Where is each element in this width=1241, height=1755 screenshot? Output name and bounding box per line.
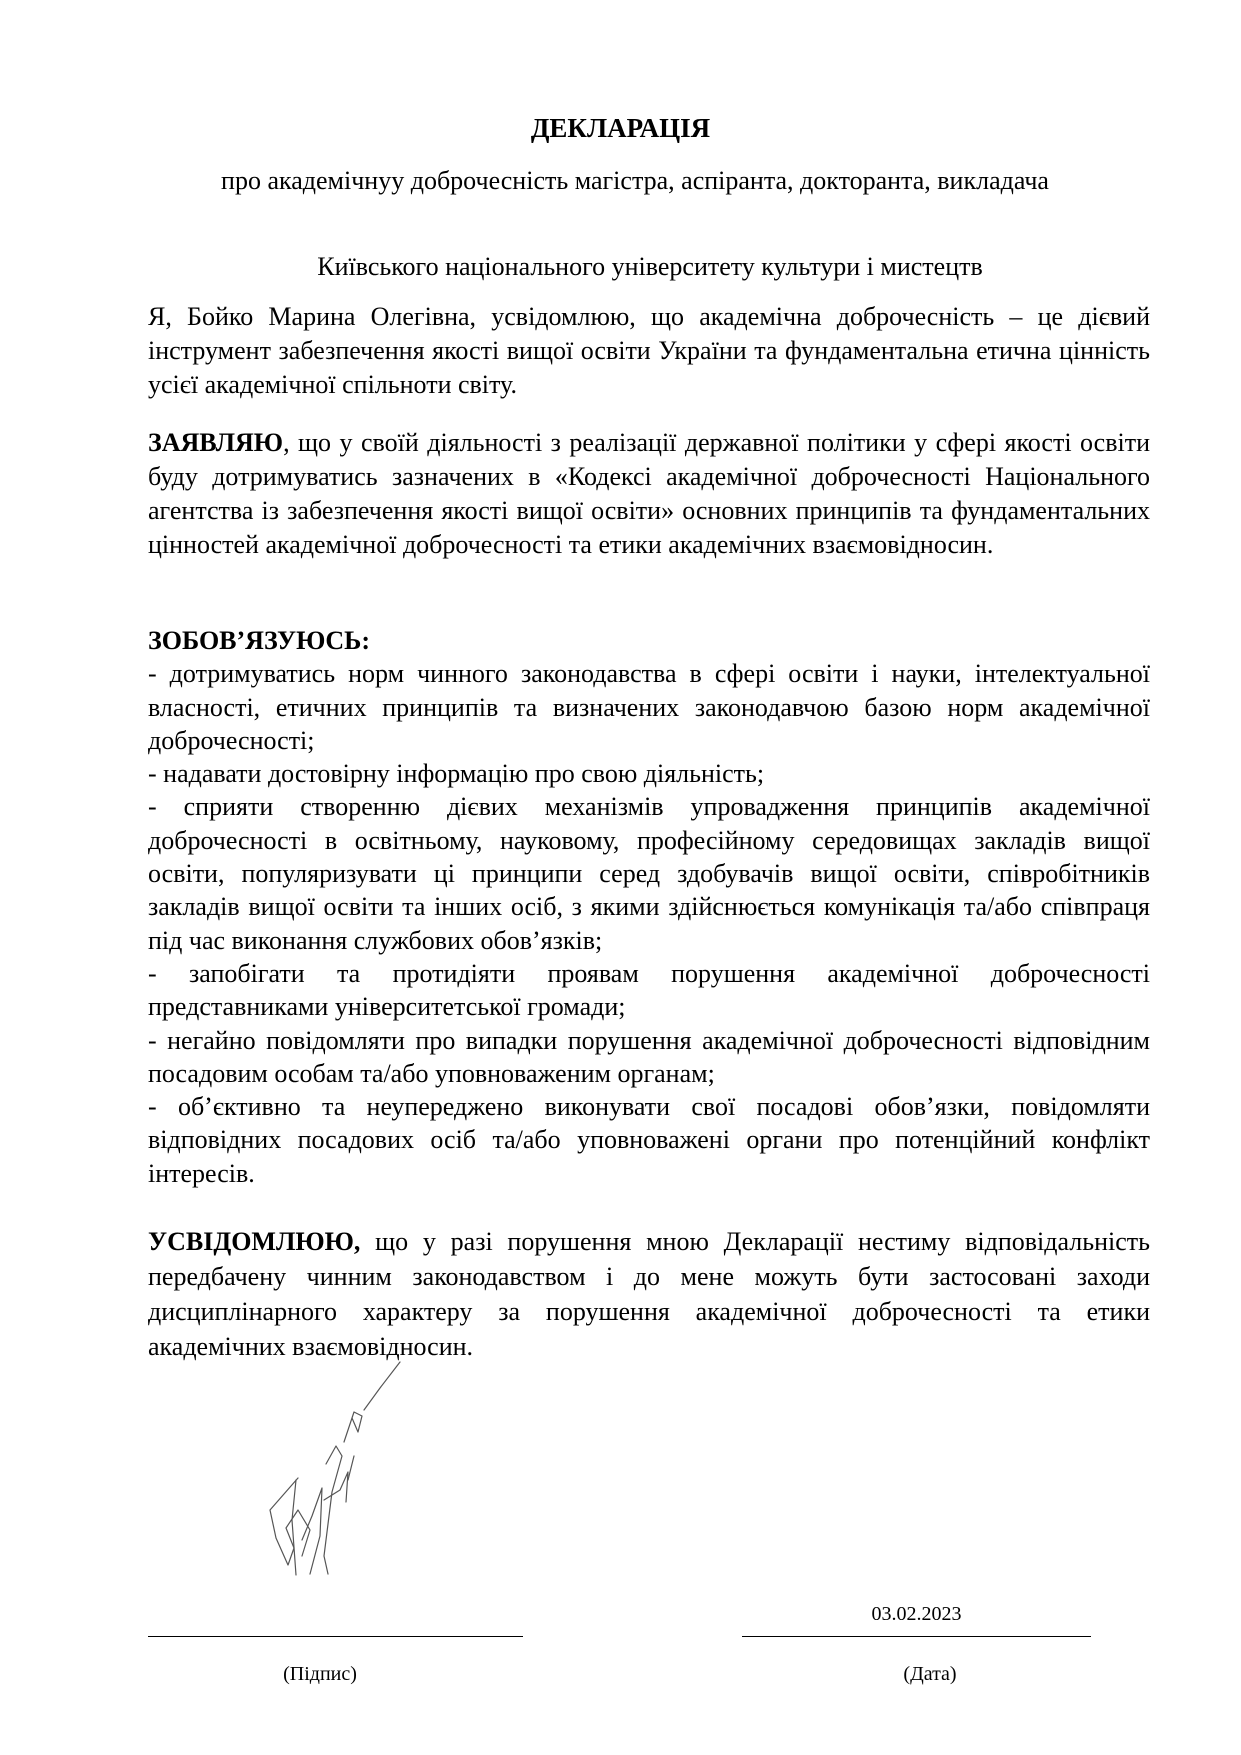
acknowledge-lead: УСВІДОМЛЮЮ, — [148, 1227, 361, 1256]
acknowledge-text: що у разі порушення мною Декларації нестиму відповідальність передбачену чинним законодавством і до мене можуть бути застосовані заходи дисциплінарного характеру за порушення академічної доброчесності та етики академічних взаємовідносин. — [148, 1227, 1150, 1361]
declare-text: , що у своїй діяльності з реалізації державної політики у сфері якості освіти буду дотримуватись зазначених в «Кодексі академічної доброчесності Національного агентства із забезпечення якості вищої освіти» основних принципів та фундаментальних цінностей академічної доброчесності та етики академічних взаємовідносин. — [148, 428, 1150, 559]
declare-lead: ЗАЯВЛЯЮ — [148, 428, 284, 457]
obligations-section — [148, 624, 1150, 1190]
date-line — [742, 1636, 1091, 1637]
obligation-item: - сприяти створенню дієвих механізмів упровадження принципів академічної доброчесності в освітньому, науковому, професійному середовищах закладів вищої освіти, популяризувати ці принципи серед здобувачів вищої освіти, співробітників закладів вищої освіти та інших осіб, з якими здійснюється комунікація та/або співпраця під час виконання службових обов’язків; — [148, 792, 1150, 955]
obligations-heading: ЗОБОВ’ЯЗУЮСЬ: — [148, 626, 371, 655]
handwritten-signature — [262, 1360, 422, 1580]
intro-paragraph: Я, Бойко Марина Олегівна, усвідомлюю, що академічна доброчесність – це дієвий інструмент забезпечення якості вищої освіти України та фундаментальна етична цінність усієї академічної спільноти світу. — [148, 302, 1150, 399]
obligation-item: - дотримуватись норм чинного законодавства в сфері освіти і науки, інтелектуальної власності, етичних принципів та визначених законодавчою базою норм академічної доброчесності; — [148, 659, 1150, 755]
obligation-item: - об’єктивно та неупереджено виконувати свої посадові обов’язки, повідомляти відповідних посадових осіб та/або уповноважені органи про потенційний конфлікт інтересів. — [148, 1092, 1150, 1188]
date-value: 03.02.2023 — [871, 1603, 962, 1625]
obligation-item: - негайно повідомляти про випадки порушення академічної доброчесності відповідним посадовим особам та/або уповноваженим органам; — [148, 1025, 1150, 1088]
signature-line — [148, 1636, 523, 1637]
date-caption: (Дата) — [903, 1663, 957, 1685]
acknowledge-paragraph — [148, 1224, 1150, 1364]
declare-paragraph — [148, 426, 1150, 562]
signature-caption: (Підпис) — [283, 1663, 357, 1685]
obligation-item: - надавати достовірну інформацію про свою діяльність; — [148, 759, 765, 789]
university-name: Київського національного університету культури і мистецтв — [317, 252, 983, 281]
document-title: ДЕКЛАРАЦІЯ — [530, 113, 711, 143]
obligation-item: - запобігати та протидіяти проявам порушення академічної доброчесності представниками університетської громади; — [148, 958, 1150, 1022]
document-subtitle: про академічнуу доброчесність магістра, аспіранта, докторанта, викладача — [221, 166, 1049, 195]
